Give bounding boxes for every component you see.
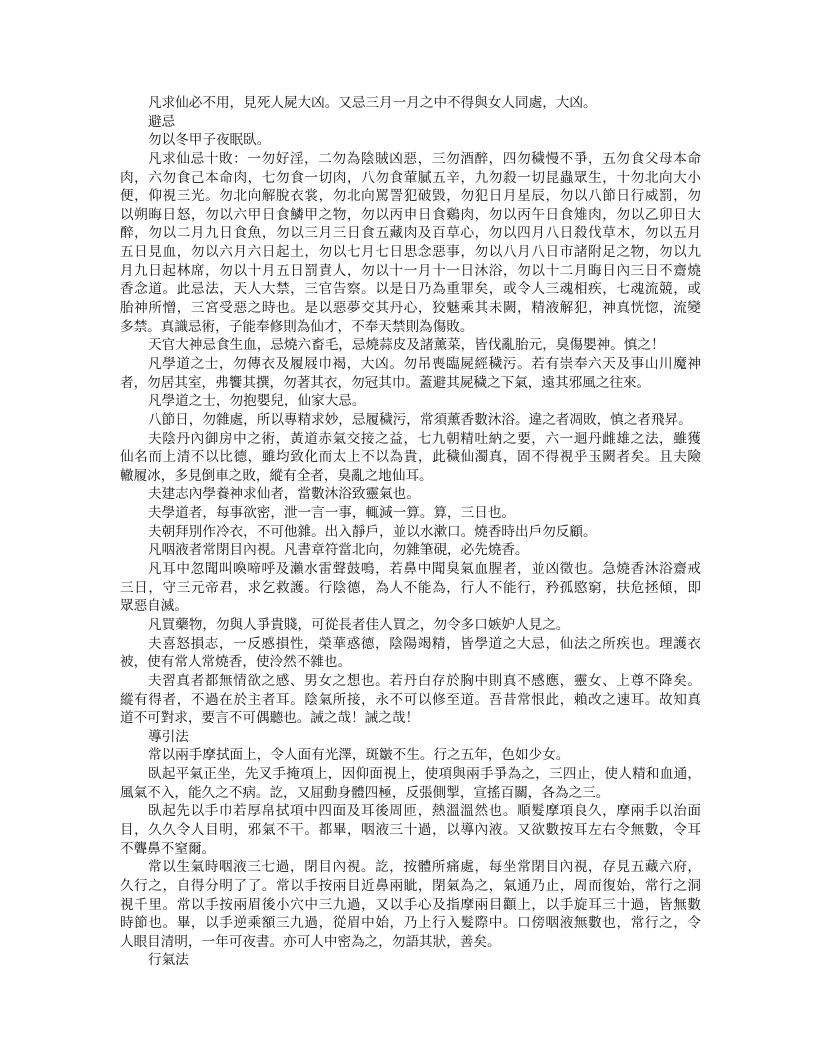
text-line: 常以兩手摩拭面上，令人面有光澤，斑皺不生。行之五年，色如少女。 bbox=[148, 747, 570, 764]
text-line: 行氣法 bbox=[148, 952, 189, 969]
section-heading bbox=[120, 728, 701, 747]
text-line: 仙名而上清不以比德，雖均致化而太上不以為貴，此穢仙濁真，固不得視乎玉闕者矣。且夫險 bbox=[120, 449, 701, 466]
text-line: 便，仰視三光。勿北向解脫衣裳，勿北向罵詈犯破毀，勿犯日月星辰，勿以八節日行威罰，勿 bbox=[120, 188, 701, 205]
paragraph bbox=[120, 802, 701, 858]
text-line: 香念道。此忌法，天人大禁，三官告察。以是日乃為重罪矣，或令人三魂相疾，七魂流競，或 bbox=[120, 281, 701, 298]
text-line: 凡耳中忽聞叫喚啼呼及瀨水雷聲鼓鳴，若鼻中聞臭氣血腥者，並凶徵也。急燒香沐浴齋戒 bbox=[148, 561, 701, 578]
text-line: 凡求仙必不用，見死人屍大凶。又忌三月一月之中不得與女人同處，大凶。 bbox=[148, 95, 597, 111]
text-line: 目，久久令人目明，邪氣不干。都畢，咽液三十過，以導內液。又欲數按耳左右令無數，令耳 bbox=[120, 821, 701, 838]
section-heading bbox=[120, 113, 701, 132]
text-line: 夫習真者都無情欲之感、男女之想也。若丹白存於胸中則真不感應，靈女、上尊不降矣。 bbox=[148, 672, 701, 689]
text-line: 風氣不入，能久之不病。訖，又屈動身體四極，反張側掣，宣搖百關，各為之三。 bbox=[120, 784, 610, 801]
text-line: 三日，守三元帝君，求乞救護。行陰德，為人不能為，行人不能行，矜孤愍窮，扶危拯傾，即 bbox=[120, 579, 701, 596]
paragraph bbox=[120, 635, 701, 672]
paragraph bbox=[120, 336, 701, 355]
text-line: 以朔晦日怒，勿以六甲日食鱗甲之物，勿以丙申日食鷄肉，勿以丙午日食雉肉，勿以乙卯日大 bbox=[120, 206, 701, 223]
paragraph bbox=[120, 94, 701, 113]
paragraph bbox=[120, 355, 701, 392]
text-line: 凡買藥物，勿與人爭貴賤，可從長者佳人買之，勿令多口嫉妒人見之。 bbox=[148, 616, 570, 633]
paragraph bbox=[120, 430, 701, 486]
paragraph bbox=[120, 411, 701, 430]
text-line: 時節也。畢，以手逆乘額三九過，從眉中始，乃上行入髮際中。口傍咽液無數也，常行之，令 bbox=[120, 915, 701, 932]
paragraph bbox=[120, 523, 701, 542]
text-line: 凡學道之士，勿傳衣及履屐巾褐，大凶。勿吊喪臨屍經穢污。若有崇奉六天及事山川魔神 bbox=[148, 355, 701, 372]
text-line: 天官大神忌食生血，忌燒六畜毛，忌燒蒜皮及諸薰菜，皆伐亂胎元，臭傷嬰神。慎之！ bbox=[148, 337, 665, 354]
text-line: 凡學道之士，勿抱嬰兒，仙家大忌。 bbox=[148, 393, 366, 410]
paragraph bbox=[120, 560, 701, 616]
text-line: 避忌 bbox=[148, 113, 176, 130]
text-line: 凡求仙忌十敗：一勿好淫，二勿為陰賊凶惡，三勿酒醉，四勿穢慢不爭，五勿食父母本命 bbox=[148, 150, 701, 167]
text-line: 人眼目清明，一年可夜書。亦可人中密為之，勿語其狀，善矣。 bbox=[120, 933, 501, 950]
paragraph bbox=[120, 616, 701, 635]
text-line: 久行之，自得分明了了。常以手按兩目近鼻兩眦，閉氣為之，氣通乃止，周而復始，常行之洞 bbox=[120, 877, 701, 894]
text-line: 者，勿居其室，弗饗其撰，勿著其衣，勿冠其巾。蓋避其屍穢之下氣，遠其邪風之往來。 bbox=[120, 374, 651, 391]
paragraph bbox=[120, 672, 701, 728]
text-line: 醉，勿以二月九日食魚，勿以三月三日食五藏肉及百草心，勿以四月八日殺伐草木，勿以五月 bbox=[120, 225, 701, 242]
section-heading bbox=[120, 951, 701, 970]
text-line: 夫陰丹內御房中之術，黃道赤氣交接之益，七九朝精吐納之要，六一迴丹雌雄之法，雖獲 bbox=[148, 430, 701, 447]
text-line: 月九日起林席，勿以十月五日罰責人，勿以十一月十一日沐浴，勿以十二月晦日內三日不齋燒 bbox=[120, 262, 701, 279]
text-line: 勿以冬甲子夜眠臥。 bbox=[148, 132, 271, 149]
text-line: 臥起平氣正坐，先叉手掩項上，因仰面視上，使項與兩手爭為之，三四止，使人精和血通， bbox=[148, 766, 701, 783]
text-line: 導引法 bbox=[148, 728, 189, 745]
text-line: 五日見血，勿以六月六日起土，勿以七月七日思念惡事，勿以八月八日市諸附足之物，勿以九 bbox=[120, 244, 701, 261]
document-body bbox=[120, 94, 701, 970]
paragraph bbox=[120, 131, 701, 150]
paragraph bbox=[120, 504, 701, 523]
text-line: 凡咽液者常閉目內視。凡書章符當北向，勿雜筆硯，必先燒香。 bbox=[148, 542, 529, 559]
paragraph bbox=[120, 485, 701, 504]
text-line: 八節日，勿雜處，所以專精求妙，忌履穢污，常須薰香數沐浴。違之者凋敗，慎之者飛昇。 bbox=[148, 411, 692, 428]
text-line: 肉，六勿食己本命肉，七勿食一切肉，八勿食葷膩五辛，九勿殺一切昆蟲眾生，十勿北向大小 bbox=[120, 169, 701, 186]
text-line: 常以生氣時咽液三七過，閉目內視。訖，按體所痛處，每坐常閉目內視，存見五藏六府， bbox=[148, 859, 701, 876]
text-line: 夫學道者，每事欲密，泄一言一事，輒減一算。算，三日也。 bbox=[148, 505, 516, 522]
paragraph bbox=[120, 541, 701, 560]
paragraph bbox=[120, 858, 701, 951]
text-line: 臥起先以手巾若厚帛拭項中四面及耳後周匝，熱溫溫然也。順髮摩項良久，摩兩手以治面 bbox=[148, 803, 701, 820]
paragraph bbox=[120, 392, 701, 411]
text-line: 被，使有常人常燒香，使泠然不雜也。 bbox=[120, 654, 352, 671]
text-line: 道不可對求，要言不可偶聽也。誡之哉！誡之哉！ bbox=[120, 710, 420, 727]
paragraph bbox=[120, 746, 701, 765]
text-line: 夫建志內學養神求仙者，當數沐浴致靈氣也。 bbox=[148, 486, 420, 503]
text-line: 不聾鼻不窒爾。 bbox=[120, 840, 216, 857]
paragraph bbox=[120, 765, 701, 802]
text-line: 眾惡自滅。 bbox=[120, 598, 188, 615]
text-line: 視千里。常以手按兩眉後小穴中三九過，又以手心及指摩兩目顴上，以手旋耳三十過，皆無數 bbox=[120, 896, 701, 913]
text-line: 胎神所憎，三宮受惡之時也。是以惡夢交其丹心，狡魅乘其未闕，精液解犯，神真恍惚，流變 bbox=[120, 300, 701, 317]
text-line: 夫喜怒損志，一反慼損性，榮華惑德，陰陽竭精，皆學道之大忌，仙法之所疾也。理護衣 bbox=[148, 635, 701, 652]
text-line: 多禁。真識忌術，子能奉修則為仙才，不奉天禁則為傷敗。 bbox=[120, 318, 474, 335]
text-line: 縱有得者，不過在於主者耳。陰氣所接，永不可以修至道。吾昔常恨此，賴改之速耳。故知真 bbox=[120, 691, 701, 708]
text-line: 夫朝拜別作冷衣，不可他雜。出入靜戶，並以水漱口。燒香時出戶勿反顧。 bbox=[148, 523, 597, 540]
paragraph bbox=[120, 150, 701, 336]
text-line: 轍履冰，多見倒車之敗，縱有全者，臭亂之地仙耳。 bbox=[120, 467, 433, 484]
